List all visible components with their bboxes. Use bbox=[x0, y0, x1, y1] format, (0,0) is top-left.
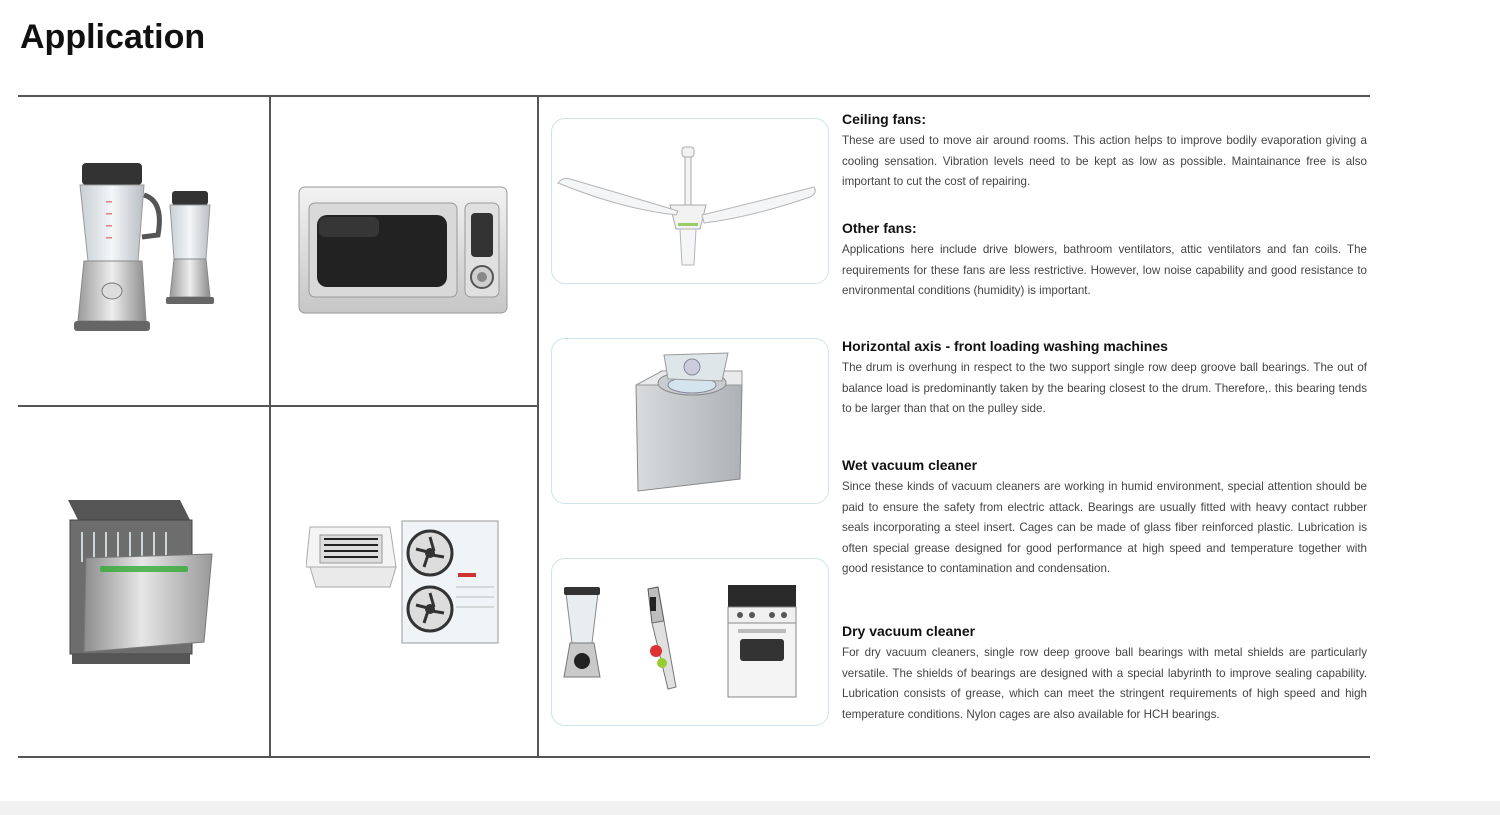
section-heading: Dry vacuum cleaner bbox=[842, 623, 976, 639]
air-conditioner-cell bbox=[271, 407, 537, 756]
kitchen-appliances-panel bbox=[551, 558, 829, 726]
air-conditioner-icon bbox=[306, 517, 502, 647]
microwave-icon bbox=[297, 183, 511, 319]
bottom-rule bbox=[18, 756, 1370, 758]
grid-vertical-divider-2 bbox=[537, 96, 539, 757]
page-title: Application bbox=[20, 18, 206, 56]
section-body: For dry vacuum cleaners, single row deep groove ball bearings with metal shields are particularly versatile. The shields of bearings are designed with a special labyrinth to improve sealing capability. Lubrication consists of grease, which can meet the stringent requirements of high speed and high temperature conditions. Nylon cages are also available for HCH bearings. bbox=[842, 646, 1367, 721]
section-body: The drum is overhung in respect to the two support single row deep groove ball bearings. The out of balance load is predominantly taken by the bearing closest to the drum. Therefore,. this bearing tends to be larger than that on the pulley side. bbox=[842, 361, 1367, 415]
section-dry-vacuum-cleaner bbox=[842, 623, 1367, 725]
ceiling-fan-icon bbox=[552, 119, 828, 283]
section-heading: Other fans: bbox=[842, 220, 917, 236]
blender-icon bbox=[60, 151, 230, 351]
ceiling-fan-panel bbox=[551, 118, 829, 284]
section-body: These are used to move air around rooms. This action helps to improve bodily evaporation giving a cooling sensation. Vibration levels need to be kept as low as possible. Maintainance free is also important to cut the cost of repairing. bbox=[842, 134, 1367, 188]
section-heading: Wet vacuum cleaner bbox=[842, 457, 978, 473]
section-wet-vacuum-cleaner bbox=[842, 457, 1367, 580]
section-body: Since these kinds of vacuum cleaners are working in humid environment, special attention should be paid to ensure the safety from electric attack. Bearings are usually fitted with heavy contact rubber seals incorporating a steel insert. Cages can be made of glass fiber reinforced plastic. Lubrication is often special grease designed for good performance at high speed and temperature together with good resistance to contamination and condensation. bbox=[842, 480, 1367, 575]
microwave-cell bbox=[271, 97, 537, 405]
blender-cell bbox=[20, 97, 269, 405]
section-body: Applications here include drive blowers, bathroom ventilators, attic ventilators and fan coils. The requirements for these fans are less restrictive. However, low noise capability and good resistance to environmental conditions (humidity) is important. bbox=[842, 243, 1367, 297]
kitchen-appliances-icon bbox=[552, 559, 828, 725]
section-ceiling-fans bbox=[842, 111, 1367, 193]
section-heading: Horizontal axis - front loading washing machines bbox=[842, 338, 1168, 354]
footer-band bbox=[0, 801, 1500, 815]
dishwasher-icon bbox=[60, 492, 230, 672]
washing-machine-panel bbox=[551, 338, 829, 504]
washing-machine-icon bbox=[552, 339, 828, 503]
dishwasher-cell bbox=[20, 407, 269, 756]
section-heading: Ceiling fans: bbox=[842, 111, 927, 127]
section-other-fans bbox=[842, 220, 1367, 302]
section-washing-machines bbox=[842, 338, 1367, 420]
